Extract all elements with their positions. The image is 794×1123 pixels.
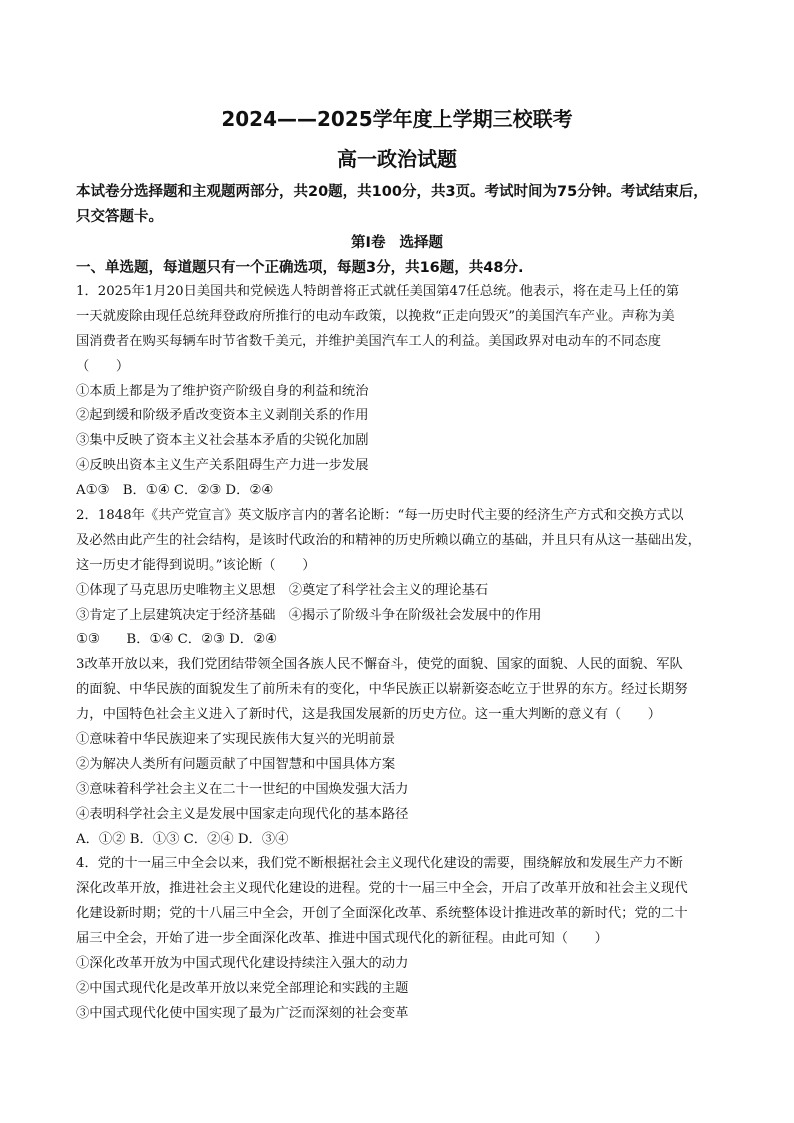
option-line: ③中国式现代化使中国实现了最为广泛而深刻的社会变革: [76, 1005, 409, 1021]
option-line: ①体现了马克思历史唯物主义思想 ②奠定了科学社会主义的理论基石: [76, 582, 489, 598]
part-heading: 一、单选题，每道题只有一个正确选项，每题3分，共16题，共48分.: [76, 260, 524, 276]
text-line: 2．1848年《共产党宣言》英文版序言内的著名论断：“每一历史时代主要的经济生产方式和交换方式以: [76, 508, 684, 524]
answer-choices: A．①② B．①③ C．②④ D．③④: [76, 831, 289, 847]
text-line: 的面貌、中华民族的面貌发生了前所未有的变化，中华民族正以崭新姿态屹立于世界的东方。经过长期努: [76, 682, 688, 698]
text-line: 3改革开放以来，我们党团结带领全国各族人民不懈奋斗，使党的面貌、国家的面貌、人民的面貌、军队: [76, 657, 683, 673]
exam-instructions: 本试卷分选择题和主观题两部分，共20题，共100分，共3页。考试时间为75分钟。考试结束后，只交答题卡。: [76, 184, 708, 225]
option-line: ②起到缓和阶级矛盾改变资本主义剥削关系的作用: [76, 408, 369, 424]
text-line: 化建设新时期；党的十八届三中全会，开创了全面深化改革、系统整体设计推进改革的新时代；党的二十: [76, 906, 688, 922]
text-line: 力，中国特色社会主义进入了新时代，这是我国发展新的历史方位。这一重大判断的意义有（ ）: [76, 707, 662, 723]
section-title: [0, 231, 794, 252]
text-line: 4．党的十一届三中全会以来，我们党不断根据社会主义现代化建设的需要，围绕解放和发展生产力不断: [76, 856, 683, 872]
text-line: 届三中全会，开始了进一步全面深化改革、推进中国式现代化的新征程。由此可知（ ）: [76, 931, 608, 947]
option-line: ④表明科学社会主义是发展中国家走向现代化的基本路径: [76, 806, 409, 822]
option-line: ①意味着中华民族迎来了实现民族伟大复兴的光明前景: [76, 732, 396, 748]
text-line: 1．2025年1月20日美国共和党候选人特朗普将正式就任美国第47任总统。他表示，将在走马上任的第: [76, 284, 680, 299]
text-line: 国消费者在购买每辆车时节省数千美元，并维护美国汽车工人的利益。美国政界对电动车的不同态度: [76, 333, 662, 349]
text-line: 及必然由此产生的社会结构，是该时代政治的和精神的历史所赖以确立的基础，并且只有从这一基础出发，: [76, 532, 701, 548]
answer-blank: （ ）: [76, 358, 130, 374]
section-name: 选择题: [399, 235, 443, 251]
option-line: ②为解决人类所有问题贡献了中国智慧和中国具体方案: [76, 756, 396, 772]
option-line: ③集中反映了资本主义社会基本矛盾的尖锐化加剧: [76, 433, 369, 449]
option-line: ①深化改革开放为中国式现代化建设持续注入强大的动力: [76, 956, 409, 972]
exam-title: 2024——2025学年度上学期三校联考: [221, 107, 573, 131]
exam-subtitle: 高一政治试题: [337, 147, 457, 171]
option-line: ④反映出资本主义生产关系阻碍生产力进一步发展: [76, 458, 369, 474]
option-line: ③意味着科学社会主义在二十一世纪的中国焕发强大活力: [76, 781, 409, 797]
question-body: [76, 280, 721, 1027]
answer-choices: A①③ B．①④ C．②③ D．②④: [76, 483, 274, 499]
text-line: 一天就废除由现任总统拜登政府所推行的电动车政策，以挽救“正走向毁灭”的美国汽车产业。声称为美: [76, 308, 675, 324]
answer-choices: ①③ B．①④ C．②③ D．②④: [76, 632, 277, 648]
text-line: 深化改革开放，推进社会主义现代化建设的进程。党的十一届三中全会，开启了改革开放和社会主义现代: [76, 881, 688, 897]
option-line: ③肯定了上层建筑决定于经济基础 ④揭示了阶级斗争在阶级社会发展中的作用: [76, 607, 542, 623]
text-line: 这一历史才能得到说明。”该论断（ ）: [76, 557, 316, 573]
option-line: ②中国式现代化是改革开放以来党全部理论和实践的主题: [76, 980, 409, 996]
section-label: 第Ⅰ卷: [351, 235, 386, 251]
option-line: ①本质上都是为了维护资产阶级自身的利益和统治: [76, 383, 369, 399]
